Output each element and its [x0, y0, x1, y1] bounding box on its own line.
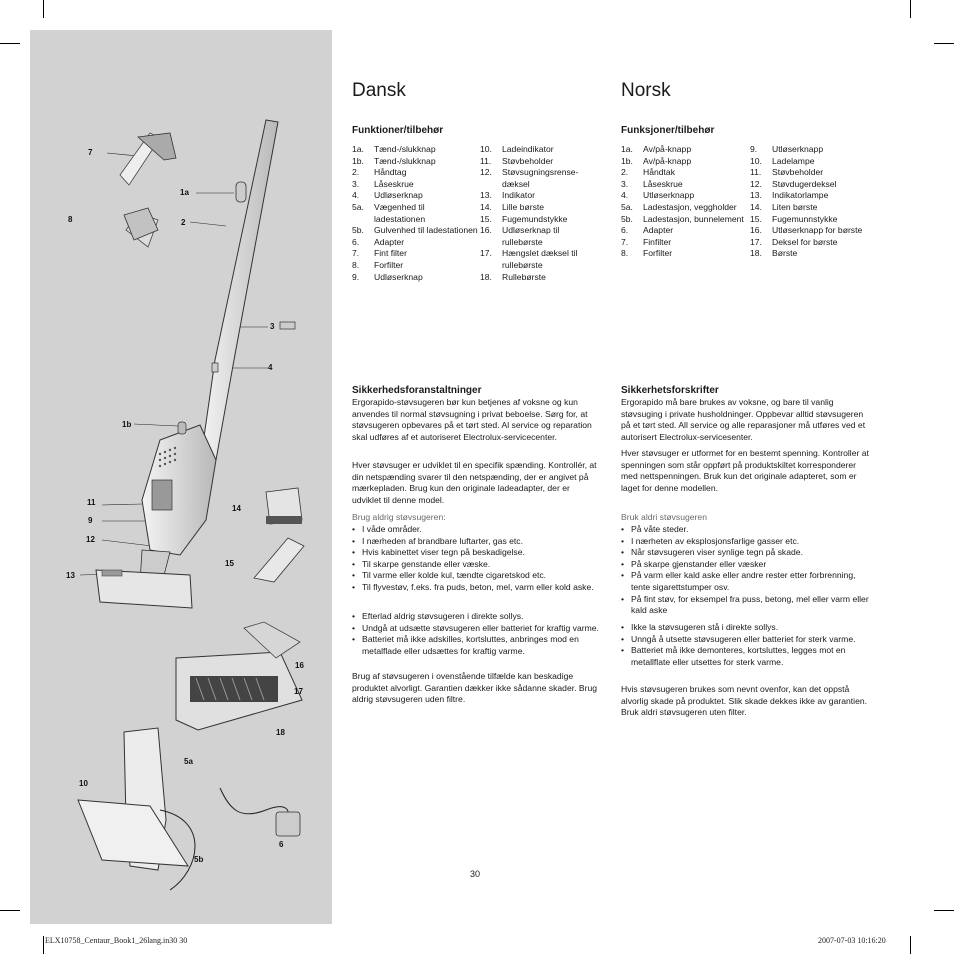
list-item: • Når støvsugeren viser synlige tegn på skade.	[621, 547, 873, 559]
list-item: 13. Indikator	[480, 190, 535, 201]
figure-label-6: 6	[279, 840, 284, 849]
figure-label-9: 9	[88, 516, 93, 525]
list-item: 13. Indikatorlampe	[750, 190, 829, 201]
dansk-features-list-1	[352, 144, 478, 283]
list-item: 1a. Tænd-/slukknap	[352, 144, 436, 154]
list-item: • Undgå at udsætte støvsugeren eller batteriet for kraftig varme.	[352, 623, 600, 635]
norsk-title: Norsk	[621, 80, 671, 101]
footer-timestamp: 2007-07-03 10:16:20	[818, 936, 886, 945]
list-item: • I nærheden af brandbare luftarter, gas etc.	[352, 536, 600, 548]
crop-mark	[0, 910, 20, 911]
dansk-features-heading: Funktioner/tilbehør	[352, 125, 444, 136]
page-number: 30	[470, 869, 481, 879]
dansk-never-heading: Brug aldrig støvsugeren:	[352, 512, 446, 522]
dansk-title: Dansk	[352, 80, 406, 101]
list-item: • Batteriet må ikke demonteres, kortsluttes, legges mot en metallflate eller utsettes for sterk varme.	[621, 645, 873, 668]
list-item: • Batteriet må ikke adskilles, kortsluttes, anbringes mod en metalflade eller udsættes for kraftig varme.	[352, 634, 600, 657]
list-item: 12. Støvdugerdeksel	[750, 178, 837, 189]
list-item: 5a. Vægenhed til ladestationen	[352, 201, 426, 224]
list-item: 5b. Gulvenhed til ladestationen	[352, 225, 478, 236]
list-item: 9. Utløserknapp	[750, 144, 824, 154]
list-item: • Til skarpe genstande eller væske.	[352, 559, 600, 571]
figure-label-13: 13	[66, 571, 75, 580]
list-item: • I våde områder.	[352, 524, 600, 536]
list-item: 6. Adapter	[352, 236, 405, 247]
list-item: 7. Finfilter	[621, 236, 672, 247]
figure-label-2: 2	[181, 218, 186, 227]
list-item: • Efterlad aldrig støvsugeren i direkte sollys.	[352, 611, 600, 623]
dansk-safety-heading: Sikkerhedsforanstaltninger	[352, 385, 482, 396]
dansk-safety-paragraph-1: Ergorapido-støvsugeren bør kun betjenes af voksne og kun anvendes til normal støvsugning i privat beboelse. Sørg for, at støvsugeren opbevares på et tørt sted. Al service og reparation skal udføres af et autoriseret Electrolux-servicecenter.	[352, 397, 592, 442]
crop-mark	[0, 43, 20, 44]
crop-mark	[934, 910, 954, 911]
dansk-safety-paragraph-3: Brug af støvsugeren i ovenstående tilfælde kan beskadige produktet alvorligt. Garantien dækker ikke sådanne skader. Brug aldrig støvsugeren uden filtre.	[352, 671, 598, 705]
norsk-safety-paragraph-3: Hvis støvsugeren brukes som nevnt ovenfor, kan det oppstå alvorlig skade på produktet. Slik skade dekkes ikke av garantien. Bruk aldri støvsugeren uten filter.	[621, 684, 868, 718]
list-item: 12. Støvsugningsrense-dæksel	[480, 167, 579, 189]
list-item: 10. Ladeindikator	[480, 144, 554, 154]
list-item: 6. Adapter	[621, 225, 674, 236]
norsk-never-list-2	[621, 622, 873, 668]
norsk-never-heading: Bruk aldri støvsugeren	[621, 512, 707, 522]
norsk-never-list-1	[621, 524, 873, 617]
figure-label-11: 11	[87, 498, 96, 507]
list-item: 17. Hængslet dæksel til rullebørste	[480, 248, 578, 270]
vacuum-illustration	[30, 30, 332, 924]
list-item: 1a. Av/på-knapp	[621, 144, 692, 154]
list-item: • Ikke la støvsugeren stå i direkte sollys.	[621, 622, 873, 634]
list-item: 10. Ladelampe	[750, 155, 815, 166]
figure-label-16: 16	[295, 661, 304, 670]
list-item: 8. Forfilter	[621, 248, 673, 259]
figure-label-10: 10	[79, 779, 88, 788]
list-item: 11. Støvbeholder	[750, 167, 824, 178]
list-item: 5b. Ladestasjon, bunnelement	[621, 213, 744, 224]
list-item: 3. Låseskrue	[621, 178, 683, 189]
dansk-features-list-2	[480, 144, 600, 283]
dansk-never-list-1	[352, 524, 600, 594]
list-item: • Til varme eller kolde kul, tændte cigaretskod etc.	[352, 570, 600, 582]
crop-mark	[910, 936, 911, 954]
figure-label-1b: 1b	[122, 420, 132, 429]
norsk-safety-paragraph-1: Ergorapido må bare brukes av voksne, og bare til vanlig støvsuging i private husholdninger. Oppbevar alltid støvsugeren på et tørt sted. All service og alle reparasjoner må utføres ved et autorisert Electrolux-servicesenter.	[621, 397, 866, 442]
list-item: 14. Liten børste	[750, 201, 818, 212]
crop-mark	[910, 0, 911, 18]
list-item: • På varm eller kald aske eller andre rester etter forbrenning, tente sigarettstumper osv.	[621, 570, 873, 593]
list-item: 15. Fugemunnstykke	[750, 213, 838, 224]
list-item: • I nærheten av eksplosjonsfarlige gasser etc.	[621, 536, 873, 548]
dansk-safety-paragraph-2: Hver støvsuger er udviklet til en specifik spænding. Kontrollér, at din netspænding svarer til den netspænding, der er angivet på mærkepladen. Brug kun den originale ladeadapter, der er udviklet til denne model.	[352, 460, 597, 505]
figure-label-5a: 5a	[184, 757, 193, 766]
list-item: 16. Utløserknapp for børste	[750, 225, 863, 236]
figure-label-4: 4	[268, 363, 273, 372]
list-item: 3. Låseskrue	[352, 178, 414, 189]
crop-mark	[43, 936, 44, 954]
list-item: • Hvis kabinettet viser tegn på beskadigelse.	[352, 547, 600, 559]
list-item: • Unngå å utsette støvsugeren eller batteriet for sterk varme.	[621, 634, 873, 646]
list-item: 2. Håndtag	[352, 167, 407, 178]
figure-label-15: 15	[225, 559, 234, 568]
norsk-features-list-1	[621, 144, 747, 260]
figure-label-1a: 1a	[180, 188, 189, 197]
list-item: • På våte steder.	[621, 524, 873, 536]
list-item: 11. Støvbeholder	[480, 155, 554, 166]
list-item: 14. Lille børste	[480, 201, 545, 212]
norsk-features-list-2	[750, 144, 872, 260]
list-item: 1b. Tænd-/slukknap	[352, 155, 436, 166]
list-item: • På skarpe gjenstander eller væsker	[621, 559, 873, 571]
list-item: 5a. Ladestasjon, veggholder	[621, 201, 737, 212]
list-item: 17. Deksel for børste	[750, 236, 838, 247]
footer-file-info: ELX10758_Centaur_Book1_26lang.in30 30	[45, 936, 188, 945]
figure-label-17: 17	[294, 687, 303, 696]
list-item: 4. Utløserknapp	[621, 190, 695, 201]
list-item: 18. Rullebørste	[480, 271, 546, 282]
list-item: 15. Fugemundstykke	[480, 213, 568, 224]
figure-label-12: 12	[86, 535, 95, 544]
list-item: • På fint støv, for eksempel fra puss, betong, mel eller varm eller kald aske	[621, 594, 873, 617]
norsk-safety-paragraph-2: Hver støvsuger er utformet for en bestemt spenning. Kontroller at spenningen som står oppført på produktskiltet korresponderer med nettspenningen. Bruk kun det originale adapteret, som er laget for denne modellen.	[621, 448, 869, 493]
list-item: 16. Udløserknap til rullebørste	[480, 225, 560, 247]
norsk-safety-heading: Sikkerhetsforskrifter	[621, 385, 719, 396]
list-item: 18. Børste	[750, 248, 798, 259]
figure-label-7: 7	[88, 148, 93, 157]
crop-mark	[934, 43, 954, 44]
list-item: 9. Udløserknap	[352, 271, 423, 282]
list-item: 4. Udløserknap	[352, 190, 423, 201]
list-item: 2. Håndtak	[621, 167, 676, 178]
figure-label-8: 8	[68, 215, 73, 224]
list-item: 8. Forfilter	[352, 259, 404, 270]
list-item: 7. Fint filter	[352, 248, 407, 259]
figure-label-5b: 5b	[194, 855, 204, 864]
figure-label-3: 3	[270, 322, 275, 331]
illustration-panel	[30, 30, 332, 924]
figure-label-14: 14	[232, 504, 241, 513]
dansk-never-list-2	[352, 611, 600, 657]
figure-label-18: 18	[276, 728, 285, 737]
list-item: 1b. Av/på-knapp	[621, 155, 692, 166]
crop-mark	[43, 0, 44, 18]
list-item: • Til flyvestøv, f.eks. fra puds, beton, mel, varm eller kold aske.	[352, 582, 600, 594]
norsk-features-heading: Funksjoner/tilbehør	[621, 125, 715, 136]
